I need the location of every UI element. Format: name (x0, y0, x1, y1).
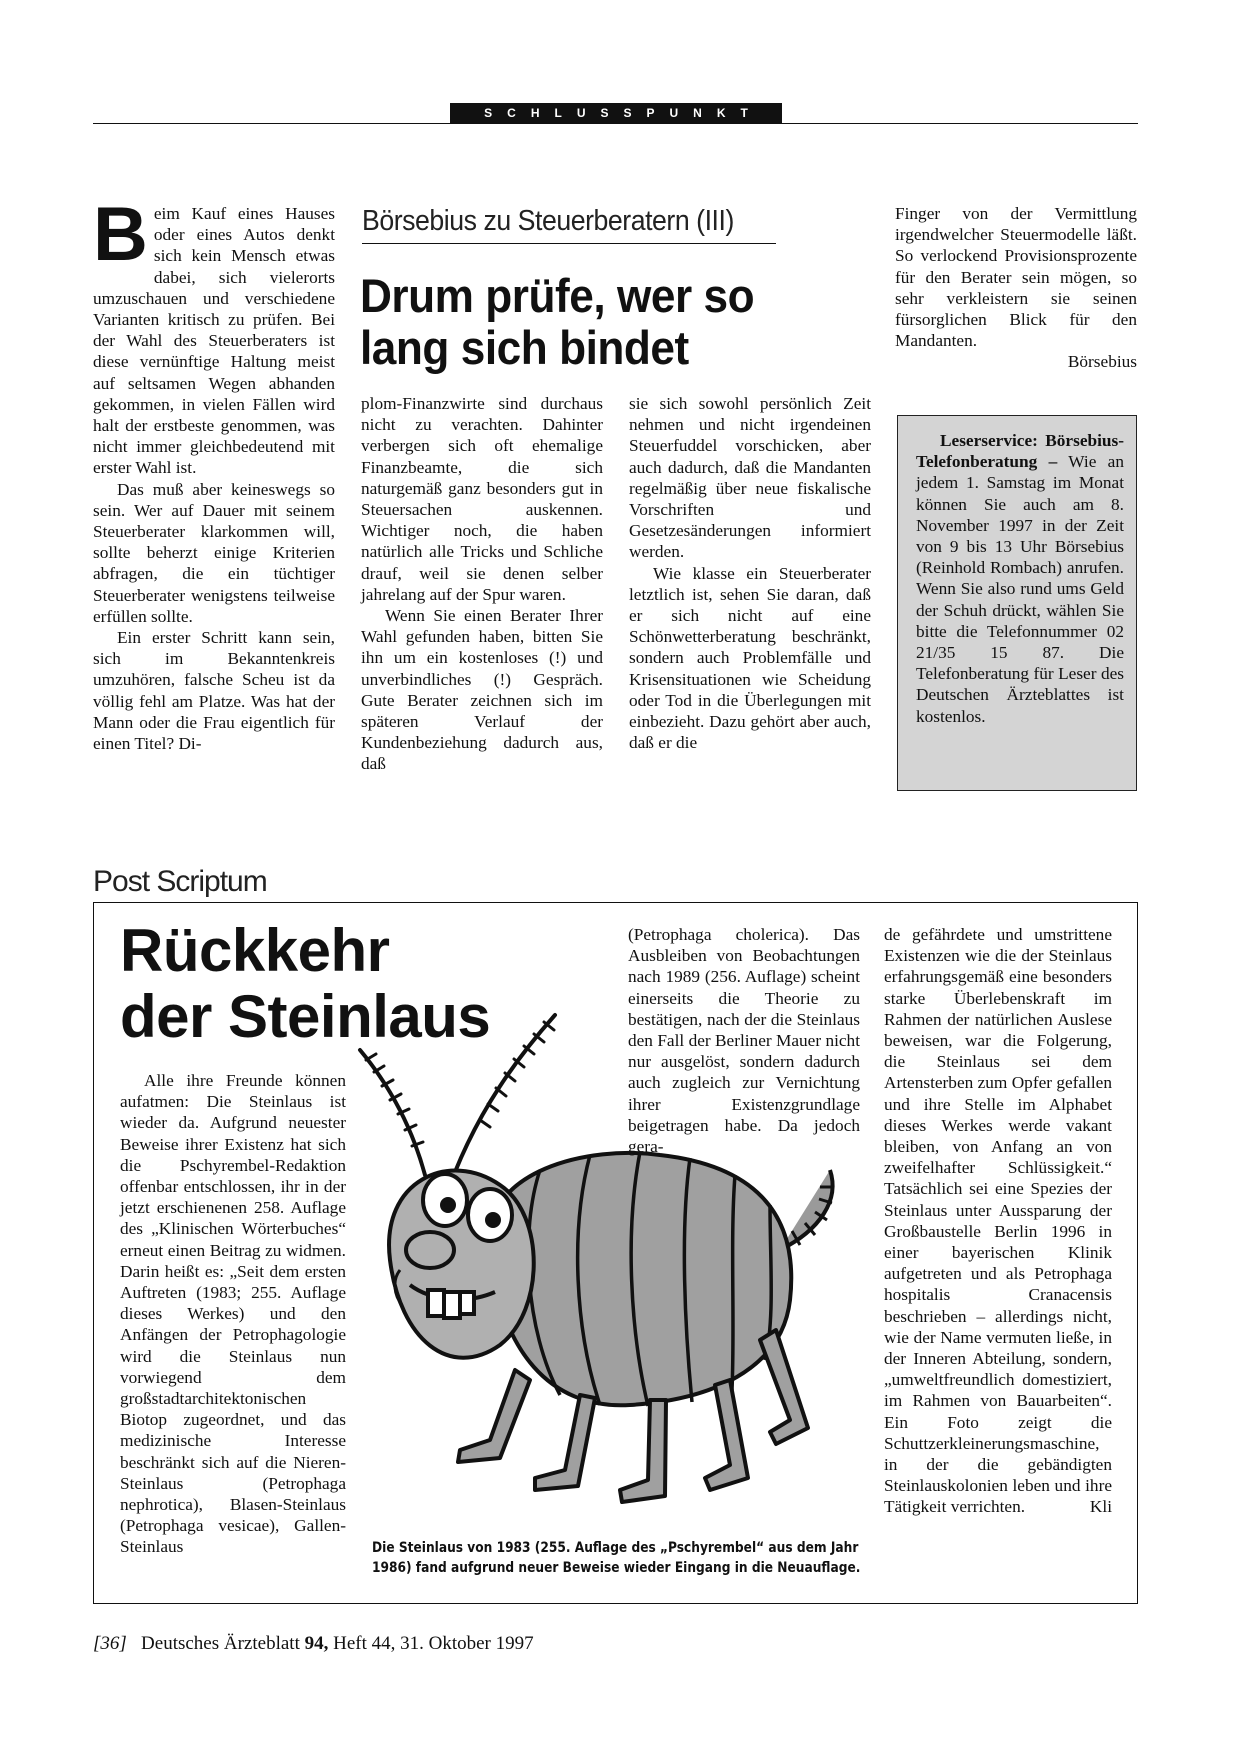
article1-paragraph: Wie klasse ein Steuerberater letztlich ist, sehen Sie daran, daß er sich nicht auf eine Schönwetterberatung beschränkt, sondern auch Problemfälle und Krisensituationen wie Scheidung oder Tod in die Überlegungen mit einbezieht. Dazu gehört aber auch, daß er die (629, 563, 871, 753)
headline-line: der Steinlaus (120, 983, 491, 1050)
article1-headline (360, 270, 811, 374)
issue-date: Heft 44, 31. Oktober 1997 (333, 1633, 534, 1654)
article1-paragraph: sie sich sowohl persönlich Zeit nehmen und nicht irgendeinen Steuerfuddel vorschicken, aber auch dadurch, daß die Mandanten regelmäßig über neue fiskalische Vorschriften und Gesetzesänderungen informiert werden. (629, 394, 871, 562)
dropcap: B (93, 192, 148, 277)
illustration-caption: Die Steinlaus von 1983 (255. Auflage des „Pschyrembel“ aus dem Jahr 1986) fand aufgrund neuer Beweise wieder Eingang in die Neuauflage. (372, 1539, 861, 1576)
article1-paragraph: Ein erster Schritt kann sein, sich im Bekanntenkreis umzuhören, falsche Scheu ist da völlig fehl am Platze. Was hat der Mann oder die Frau eigentlich für einen Titel? Di- (93, 628, 335, 754)
nose (406, 1232, 454, 1268)
post-scriptum-label: Post Scriptum (93, 865, 267, 898)
headline-line: Rückkehr (120, 917, 390, 984)
service-title: Leserservice: Börsebius-Telefonberatung – (916, 431, 1124, 472)
page-footer (93, 1632, 534, 1656)
article1-column-4 (895, 203, 1137, 373)
article2-column-3 (884, 924, 1112, 1518)
article1-column-3 (629, 393, 871, 753)
article1-kicker: Börsebius zu Steuerberatern (III) (362, 205, 734, 237)
page-number: [36] (93, 1633, 127, 1654)
kicker-rule (362, 243, 776, 244)
journal-name: Deutsches Ärzteblatt (141, 1633, 300, 1654)
article1-column-2 (361, 393, 603, 775)
author-signature: Börsebius (1067, 352, 1137, 372)
service-text: Wie an jedem 1. Samstag im Monat können Sie auch am 8. November 1997 in der Zeit von 9 bis 13 Uhr Börsebius (Reinhold Rombach) anrufen. Wenn Sie also rund ums Geld der Schuh drückt, wählen Sie bitte die Telefonnummer 02 21/35 15 87. Die Telefonberatung für Leser des Deutschen Ärzteblattes ist kostenlos. (916, 452, 1124, 726)
headline-line: lang sich bindet (360, 321, 689, 374)
article1-paragraph: plom-Finanzwirte sind durchaus nicht zu verachten. Dahinter verbergen sich oft ehemalige Finanzbeamte, die sich naturgemäß ganz besonders gut in Steuersachen auskennen. Wichtiger noch, die haben natürlich alle Tricks und Schliche drauf, weil sie denen selber jahrelang auf der Spur waren. (361, 394, 603, 604)
article1-paragraph: Wenn Sie einen Berater Ihrer Wahl gefunden haben, bitten Sie ihn um ein kostenloses (!) und unverbindliches (!) Gespräch. Gute Berater zeichnen sich im späteren Verlauf der Kundenbeziehung dadurch aus, daß (361, 606, 603, 774)
section-header: SCHLUSSPUNKT (450, 103, 782, 124)
article2-paragraph: (Petrophaga cholerica). Das Ausbleiben von Beobachtungen nach 1989 (256. Auflage) scheint einerseits die Theorie zu bestätigen, nach der die Steinlaus den Fall der Berliner Mauer nicht nur ausgelöst, sondern dadurch auch zugleich zur Vernichtung ihrer Existenzgrundlage beigetragen habe. Da jedoch gera- (628, 925, 860, 1157)
article2-column-1 (120, 1070, 346, 1558)
article1-paragraph: Beim Kauf eines Hauses oder eines Autos denkt sich kein Mensch etwas dabei, sich vielerorts umzuschauen und verschiedene Varianten kritisch zu prüfen. Bei der Wahl des Steuerberaters ist diese vernünftige Haltung meist auf seltsamen Wegen abhanden gekommen, in vielen Fällen wird halt der erstbeste genommen, was nicht immer gleichbedeutend mit erster Wahl ist. (93, 192, 335, 478)
article2-paragraph: de gefährdete und umstrittene Existenzen wie die der Steinlaus erfahrungsgemäß eine besonders starke Überlebenskraft im Rahmen der natürlichen Auslese beweisen, war die Folgerung, die Steinlaus sei dem Artensterben zum Opfer gefallen und ihre Stelle im Alphabet dieses Werkes werde vakant bleiben, von Anfang an von zweifelhafter Schlüssigkeit.“ Tatsächlich sei eine Spezies der Steinlaus unter Aussparung der Großbaustelle Berlin 1996 in einer bayerischen Klinik aufgetreten und als Petrophaga hospitalis Cranacensis beschrieben – allerdings nicht, wie der Name vermuten ließe, in der Inneren Abteilung, sondern, „umweltfreundlich domestiziert, im Rahmen von Bauarbeiten“. Ein Foto zeigt die Schuttzerkleinerungsmaschine, in der die gebändigten Steinlauskolonien leben und ihre Tätigkeit verrichten. Kli (884, 925, 1112, 1517)
article2-signature: Kli (1089, 1497, 1112, 1517)
article2-paragraph: Alle ihre Freunde können aufatmen: Die Steinlaus ist wieder da. Aufgrund neuester Beweise ihrer Existenz hat sich die Pschyrembel-Redaktion offenbar entschlossen, ihr in der jetzt erschienenen 258. Auflage des „Klinischen Wörterbuches“ erneut einen Beitrag zu widmen. Darin heißt es: „Seit dem ersten Auftreten (1983; 255. Auflage dieses Werkes) und den Anfängen der Petrophagologie wird die Steinlaus nun vorwiegend dem großstadtarchitektonischen Biotop zugeordnet, und das medizinische Interesse beschränkt sich auf die Nieren-Steinlaus (Petrophaga nephrotica), Blasen-Steinlaus (Petrophaga vesicae), Gallen-Steinlaus (120, 1071, 346, 1557)
article2-column-2 (628, 924, 860, 1157)
article1-paragraph: Finger von der Vermittlung irgendwelcher Steuermodelle läßt. So verlockend Provisionsprozente für den Berater sein mögen, so sehr verkleistern sie seinen fürsorglichen Blick für den Mandanten. (895, 204, 1137, 351)
headline-line: Drum prüfe, wer so (360, 269, 755, 322)
volume: 94, (304, 1633, 329, 1654)
antenna-left (360, 1050, 425, 1175)
article1-column-1 (93, 192, 335, 754)
reader-service-box (897, 415, 1137, 791)
article1-paragraph: Das muß aber keineswegs so sein. Wer auf Dauer mit seinem Steuerberater klarkommen will, sollte beherzt einige Kriterien abfragen, die ein tüchtiger Steuerberater wenigstens teilweise erfüllen sollte. (93, 479, 335, 626)
